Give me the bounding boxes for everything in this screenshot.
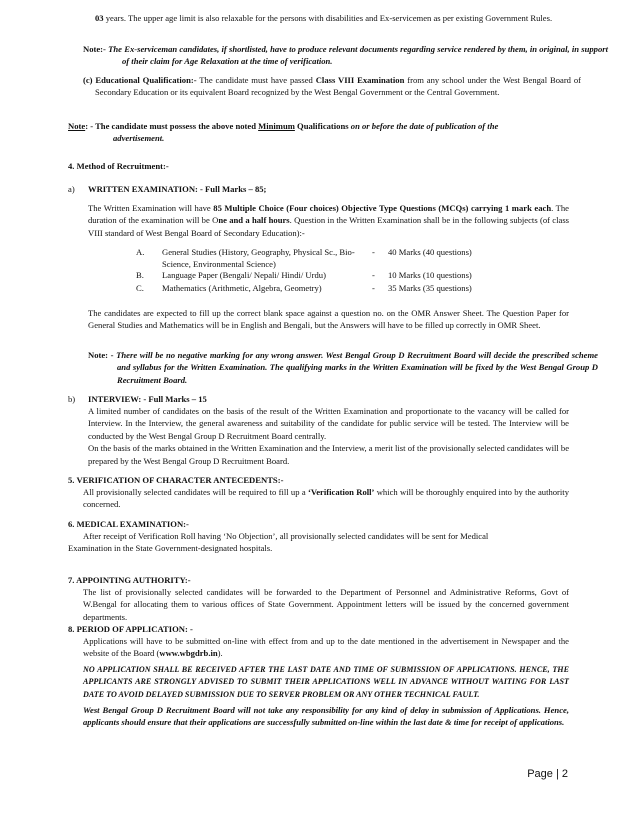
interview-letter: b): [68, 394, 76, 404]
omr-instructions: The candidates are expected to fill up the correct blank space against a question no. on the OMR Answer Sheet. The Question Paper for General Studies and Mathematics will be in English and Bengali, but the Answers will have to be filled up correctly in OMR Sheet.: [88, 308, 569, 331]
appointing-authority-heading: 7. APPOINTING AUTHORITY:-: [68, 575, 191, 585]
ex-serviceman-note: Note:- The Ex-serviceman candidates, if shortlisted, have to produce relevant documents regarding service rendered by them, in original, in support of their claim for Age Relaxation at the time of verification.: [83, 44, 608, 67]
written-exam-note: Note: - There will be no negative marking for any wrong answer. West Bengal Group D Recruitment Board will decide the prescribed scheme and syllabus for the Written Examination. The qualifying marks in the Written Examination will be fixed by the West Bengal Group D Recruitment Board.: [88, 350, 598, 385]
deadline-warning: NO APPLICATION SHALL BE RECEIVED AFTER THE LAST DATE AND TIME OF SUBMISSION OF APPLICATIONS. HENCE, THE APPLICANTS ARE STRONGLY ADVISED TO SUBMIT THEIR APPLICATIONS WELL IN ADVANCE WITHOUT WAITING FOR LAST DATE TO AVOID DELAYED SUBMISSION DUE TO SERVER PROBLEM OR ANY OTHER TECHNICAL FAULT.: [83, 665, 569, 699]
medical-heading: 6. MEDICAL EXAMINATION:-: [68, 519, 189, 529]
interview-description: A limited number of candidates on the basis of the result of the Written Examination and proportionate to the vacancy will be called for Interview. In the Interview, the general awareness and suitability of the candidate for public service will be tested. The Interview will be conducted by the West Bengal Group D Recruitment Board centrally. On the basis of the marks obtained in the Written Examination and the Interview, a merit list of the provisionally selected candidates will be prepared by the West Bengal Group D Recruitment Board.: [88, 406, 570, 466]
period-of-application-heading: 8. PERIOD OF APPLICATION: -: [68, 624, 193, 634]
period-of-application-description: Applications will have to be submitted on-line with effect from and up to the date mentioned in the advertisement in Newspaper and the website of the Board (www.wbgdrb.in).: [83, 636, 569, 659]
written-exam-heading: WRITTEN EXAMINATION: - Full Marks – 85;: [88, 184, 267, 194]
age-relaxation-continued: 03 years. The upper age limit is also relaxable for the persons with disabilities and Ex-servicemen as per existing Government Rules.: [95, 13, 553, 23]
verification-heading: 5. VERIFICATION OF CHARACTER ANTECEDENTS:-: [68, 475, 284, 485]
responsibility-disclaimer: West Bengal Group D Recruitment Board will not take any responsibility for any kind of delay in submission of Applications. Hence, applicants should ensure that their applications are successfully submitted on-line within the last date & time for receipt of applications.: [83, 705, 569, 728]
method-of-recruitment-heading: 4. Method of Recruitment:-: [68, 161, 169, 171]
document-page: 03 years. The upper age limit is also relaxable for the persons with disabilities and Ex-servicemen as per existing Government Rules. Note:- The Ex-serviceman candidates, if shortlisted, have to produce relevant documents regarding service rendered by them, in original, in support of their claim for Age Relaxation at the time of verification. (c) Educational Qualification:- The candidate must have passed Class VIII Examination from any school under the West Bengal Board of Secondary Education or its equivalent Board recognized by the West Bengal Government or the Central Government. Note: - The candidate must possess the above noted Minimum Qualifications on or before the date of publication of the advertisement. 4. Method of Recruitment:- a) WRITTEN EXAMINATION: - Full Marks – 85; The Written Examination will have 85 Multiple Choice (Four choices) Objective Type Questions (MCQs) carrying 1 mark each. The duration of the examination will be One and a half hours. Question in the Written Examination shall be in the following subjects (of class VIII standard of West Bengal Board of Secondary Education):- A. General Studies (History, Geography, Physical Sc., Bio-Science, Environmental Science) - 40 Marks (40 questions) B. Language Paper (Bengali/ Nepali/ Hindi/ Urdu) - 10 Marks (10 questions) C. Mathematics (Arithmetic, Algebra, Geometry) - 35 Marks (35 questions) The candidates are expected to fill up the correct blank space against a question no. on the OMR Answer Sheet. The Question Paper for General Studies and Mathematics will be in English and Bengali, but the Answers will have to be filled up correctly in OMR Sheet. Note: - There will be no negative marking for any wrong answer. West Bengal Group D Recruitment Board will decide the prescribed scheme and syllabus for the Written Examination. The qualifying marks in the Written Examination will be fixed by the West Bengal Group D Recruitment Board. b) INTERVIEW: - Full Marks – 15 A limited number of candidates on the basis of the result of the Written Examination and proportionate to the vacancy will be called for Interview. In the Interview, the general awareness and suitability of the candidate for public service will be tested. The Interview will be conducted by the West Bengal Group D Recruitment Board centrally. On the basis of the marks obtained in the Written Examination and the Interview, a merit list of the provisionally selected candidates will be prepared by the West Bengal Group D Recruitment Board. 5. VERIFICATION OF CHARACTER ANTECEDENTS:- All provisionally selected candidates will be required to fill up a ‘Verification Roll’ which will be thoroughly enquired into by the authority concerned. 6. MEDICAL EXAMINATION:- After receipt of Verification Roll having ‘No Objection’, all provisionally selected candidates will be sent for Medical Examination in the State Government-designated hospitals. 7. APPOINTING AUTHORITY:- The list of provisionally selected candidates will be forwarded to the Department of Personnel and Administrative Reforms, Govt of W.Bengal for allocating them to various offices of State Government. Appointment letters will be issued by the concerned government departments. 8. PERIOD OF APPLICATION: - Applications will have to be submitted on-line with effect from and up to the date mentioned in the advertisement in Newspaper and the website of the Board (www.wbgdrb.in). NO APPLICATION SHALL BE RECEIVED AFTER THE LAST DATE AND TIME OF SUBMISSION OF APPLICATIONS. HENCE, THE APPLICANTS ARE STRONGLY ADVISED TO SUBMIT THEIR APPLICATIONS WELL IN ADVANCE WITHOUT WAITING FOR LAST DATE TO AVOID DELAYED SUBMISSION DUE TO SERVER PROBLEM OR ANY OTHER TECHNICAL FAULT. West Bengal Group D Recruitment Board will not take any responsibility for any kind of delay in submission of Applications. Hence, applicants should ensure that their applications are successfully submitted on-line within the last date & time for receipt of applications. Page | 2: [68, 13, 608, 780]
minimum-qualification-note: Note: - The candidate must possess the above noted Minimum Qualifications on or before the date of publication of the advertisement.: [68, 121, 499, 144]
written-exam-letter: a): [68, 184, 75, 194]
medical-description-line1: After receipt of Verification Roll having ‘No Objection’, all provisionally selected candidates will be sent for Medical: [83, 531, 489, 541]
appointing-authority-description: The list of provisionally selected candidates will be forwarded to the Department of Personnel and Administrative Reforms, Govt of W.Bengal for allocating them to various offices of State Government. Appointment letters will be issued by the concerned government departments.: [83, 587, 569, 622]
page-number: Page | 2: [527, 768, 568, 780]
interview-heading: INTERVIEW: - Full Marks – 15: [88, 394, 207, 404]
board-website-url: www.wbgdrb.in: [159, 648, 218, 659]
written-exam-description: The Written Examination will have 85 Multiple Choice (Four choices) Objective Type Questions (MCQs) carrying 1 mark each. The duration of the examination will be One and a half hours. Question in the Written Examination shall be in the following subjects (of class VIII standard of West Bengal Board of Secondary Education):-: [88, 203, 570, 238]
educational-qualification: (c) Educational Qualification:- The candidate must have passed Class VIII Examination from any school under the West Bengal Board of Secondary Education or its equivalent Board recognized by the West Bengal Government or the Central Government.: [83, 75, 581, 98]
verification-description: All provisionally selected candidates will be required to fill up a ‘Verification Roll’ which will be thoroughly enquired into by the authority concerned.: [83, 487, 569, 510]
medical-description-line2: Examination in the State Government-designated hospitals.: [68, 543, 273, 553]
